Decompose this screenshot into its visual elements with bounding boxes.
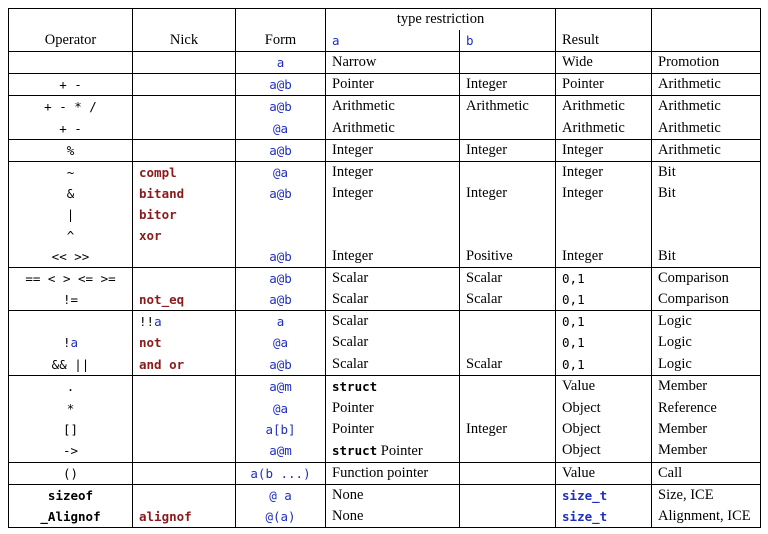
result-cell <box>556 204 652 225</box>
nick-cell: bitor <box>133 204 236 225</box>
type-b-cell: Scalar <box>460 289 556 311</box>
header-promotion <box>652 30 761 52</box>
form-cell: a <box>236 52 326 74</box>
type-a-cell: Arithmetic <box>326 96 460 118</box>
operator-cell <box>9 311 133 333</box>
type-a-cell: Pointer <box>326 419 460 440</box>
header-operator: Operator <box>9 30 133 52</box>
promotion-cell: Call <box>652 462 761 484</box>
header-b: b <box>460 30 556 52</box>
promotion-cell: Arithmetic <box>652 74 761 96</box>
operator-cell: + - * / <box>9 96 133 118</box>
form-cell: a@m <box>236 375 326 398</box>
operator-cell <box>9 52 133 74</box>
table-row <box>9 139 761 161</box>
type-b-cell <box>460 375 556 398</box>
nick-cell <box>133 268 236 290</box>
type-a-cell: Arithmetic <box>326 117 460 139</box>
type-b-cell <box>460 225 556 246</box>
type-a-cell: Scalar <box>326 289 460 311</box>
result-cell: 0,1 <box>556 268 652 290</box>
header-operator-top <box>9 9 133 31</box>
form-cell <box>236 225 326 246</box>
nick-cell <box>133 419 236 440</box>
table-row <box>9 183 761 204</box>
promotion-cell: Bit <box>652 246 761 268</box>
promotion-cell: Comparison <box>652 289 761 311</box>
table-row <box>9 311 761 333</box>
form-cell <box>236 204 326 225</box>
operator-cell: _Alignof <box>9 506 133 528</box>
form-cell: a@b <box>236 246 326 268</box>
operator-cell: | <box>9 204 133 225</box>
promotion-cell: Logic <box>652 311 761 333</box>
type-a-cell: Integer <box>326 161 460 183</box>
promotion-cell <box>652 225 761 246</box>
operator-cell: . <box>9 375 133 398</box>
form-cell: a@b <box>236 96 326 118</box>
form-cell: a@b <box>236 354 326 376</box>
promotion-cell: Member <box>652 419 761 440</box>
result-cell: Integer <box>556 246 652 268</box>
type-a-cell: Integer <box>326 139 460 161</box>
table-row <box>9 440 761 463</box>
table-row <box>9 161 761 183</box>
nick-cell: not_eq <box>133 289 236 311</box>
result-cell: Value <box>556 462 652 484</box>
form-cell: @a <box>236 161 326 183</box>
operator-cell: == < > <= >= <box>9 268 133 290</box>
type-a-cell: Scalar <box>326 311 460 333</box>
operator-cell: ~ <box>9 161 133 183</box>
type-a-cell: None <box>326 506 460 528</box>
type-a-cell <box>326 375 460 398</box>
operator-symbol: ! <box>62 335 71 351</box>
nick-cell: not <box>133 332 236 353</box>
operator-table <box>8 8 761 528</box>
type-b-cell <box>460 462 556 484</box>
promotion-cell: Logic <box>652 354 761 376</box>
operator-cell: () <box>9 462 133 484</box>
type-b-cell <box>460 506 556 528</box>
type-a-cell: Scalar <box>326 332 460 353</box>
nick-cell <box>133 440 236 463</box>
nick-cell <box>133 52 236 74</box>
form-cell: @a <box>236 117 326 139</box>
operator-cell: != <box>9 289 133 311</box>
header-nick: Nick <box>133 30 236 52</box>
result-cell: Arithmetic <box>556 96 652 118</box>
table-row <box>9 225 761 246</box>
promotion-cell: Logic <box>652 332 761 353</box>
type-b-cell <box>460 204 556 225</box>
operator-cell <box>9 332 133 353</box>
table-row <box>9 74 761 96</box>
type-a-cell: Integer <box>326 183 460 204</box>
operator-cell: -> <box>9 440 133 463</box>
type-b-cell: Integer <box>460 183 556 204</box>
promotion-cell: Bit <box>652 183 761 204</box>
table-row <box>9 462 761 484</box>
table-row <box>9 332 761 353</box>
table-row <box>9 354 761 376</box>
type-a-cell <box>326 225 460 246</box>
pointer-text: Pointer <box>377 442 423 459</box>
type-b-cell <box>460 52 556 74</box>
header-nick-top <box>133 9 236 31</box>
type-b-cell <box>460 398 556 419</box>
type-a-cell: Integer <box>326 246 460 268</box>
operator-cell: sizeof <box>9 484 133 506</box>
result-cell: Arithmetic <box>556 117 652 139</box>
promotion-cell: Reference <box>652 398 761 419</box>
table-body <box>9 52 761 528</box>
operator-cell: + - <box>9 74 133 96</box>
table-row <box>9 117 761 139</box>
promotion-cell: Size, ICE <box>652 484 761 506</box>
form-cell: a@b <box>236 268 326 290</box>
type-b-cell <box>460 161 556 183</box>
type-b-cell: Integer <box>460 419 556 440</box>
result-cell: Integer <box>556 161 652 183</box>
promotion-cell: Member <box>652 440 761 463</box>
result-cell: Integer <box>556 139 652 161</box>
type-a-cell: Pointer <box>326 398 460 419</box>
result-cell: Integer <box>556 183 652 204</box>
type-a-cell: Scalar <box>326 354 460 376</box>
result-cell: size_t <box>556 506 652 528</box>
nick-cell <box>133 311 236 333</box>
result-cell: Object <box>556 419 652 440</box>
result-cell: Value <box>556 375 652 398</box>
nick-cell <box>133 96 236 118</box>
table-row <box>9 96 761 118</box>
form-cell: a[b] <box>236 419 326 440</box>
operator-cell: && || <box>9 354 133 376</box>
promotion-cell <box>652 204 761 225</box>
header-result: Result <box>556 30 652 52</box>
result-cell: 0,1 <box>556 289 652 311</box>
promotion-cell: Arithmetic <box>652 96 761 118</box>
promotion-cell: Promotion <box>652 52 761 74</box>
table-row <box>9 204 761 225</box>
type-b-cell <box>460 332 556 353</box>
table-row <box>9 246 761 268</box>
type-b-cell <box>460 117 556 139</box>
type-a-cell: Pointer <box>326 74 460 96</box>
header-form-top <box>236 9 326 31</box>
table-row <box>9 419 761 440</box>
operator-cell: & <box>9 183 133 204</box>
form-cell: a@b <box>236 74 326 96</box>
form-cell: @a <box>236 332 326 353</box>
nick-cell <box>133 398 236 419</box>
result-cell: 0,1 <box>556 332 652 353</box>
result-cell: 0,1 <box>556 354 652 376</box>
nick-symbol: !! <box>139 314 155 330</box>
result-cell: size_t <box>556 484 652 506</box>
struct-keyword: struct <box>332 378 378 394</box>
operator-cell: % <box>9 139 133 161</box>
result-cell: Object <box>556 398 652 419</box>
struct-keyword: struct <box>332 442 378 458</box>
type-a-cell: Narrow <box>326 52 460 74</box>
form-cell: @a <box>236 398 326 419</box>
type-b-cell: Integer <box>460 74 556 96</box>
form-cell: a <box>236 311 326 333</box>
type-b-cell: Arithmetic <box>460 96 556 118</box>
result-cell: Wide <box>556 52 652 74</box>
form-cell: a(b ...) <box>236 462 326 484</box>
nick-cell <box>133 117 236 139</box>
nick-cell <box>133 139 236 161</box>
operator-cell: << >> <box>9 246 133 268</box>
type-b-cell <box>460 311 556 333</box>
nick-operand: a <box>154 314 162 330</box>
form-cell: @ a <box>236 484 326 506</box>
form-cell: a@b <box>236 289 326 311</box>
promotion-cell: Comparison <box>652 268 761 290</box>
nick-cell: bitand <box>133 183 236 204</box>
operator-cell: [] <box>9 419 133 440</box>
result-cell: Pointer <box>556 74 652 96</box>
header-a: a <box>326 30 460 52</box>
type-a-cell: None <box>326 484 460 506</box>
nick-cell: alignof <box>133 506 236 528</box>
form-cell: @(a) <box>236 506 326 528</box>
promotion-cell: Arithmetic <box>652 117 761 139</box>
result-cell: Object <box>556 440 652 463</box>
nick-cell <box>133 246 236 268</box>
header-promotion-top <box>652 9 761 31</box>
nick-cell <box>133 375 236 398</box>
promotion-cell: Arithmetic <box>652 139 761 161</box>
nick-cell <box>133 484 236 506</box>
promotion-cell: Member <box>652 375 761 398</box>
form-cell: a@b <box>236 139 326 161</box>
type-b-cell: Scalar <box>460 354 556 376</box>
result-cell: 0,1 <box>556 311 652 333</box>
type-a-cell: Scalar <box>326 268 460 290</box>
table-row <box>9 268 761 290</box>
operand-a: a <box>70 335 79 351</box>
type-b-cell <box>460 484 556 506</box>
operator-cell: * <box>9 398 133 419</box>
nick-cell: compl <box>133 161 236 183</box>
result-cell <box>556 225 652 246</box>
table-row <box>9 484 761 506</box>
operator-table-container <box>8 8 761 528</box>
operator-cell: + - <box>9 117 133 139</box>
table-row <box>9 398 761 419</box>
type-b-cell: Integer <box>460 139 556 161</box>
header-type-restriction: type restriction <box>326 9 556 31</box>
header-form: Form <box>236 30 326 52</box>
type-b-cell: Scalar <box>460 268 556 290</box>
operator-cell: ^ <box>9 225 133 246</box>
nick-cell <box>133 74 236 96</box>
type-a-cell: Function pointer <box>326 462 460 484</box>
type-a-cell <box>326 440 460 463</box>
nick-cell: and or <box>133 354 236 376</box>
table-row <box>9 289 761 311</box>
table-row <box>9 506 761 528</box>
promotion-cell: Alignment, ICE <box>652 506 761 528</box>
table-row <box>9 375 761 398</box>
table-row <box>9 52 761 74</box>
promotion-cell: Bit <box>652 161 761 183</box>
form-cell: a@m <box>236 440 326 463</box>
form-cell: a@b <box>236 183 326 204</box>
type-b-cell <box>460 440 556 463</box>
header-result-top <box>556 9 652 31</box>
type-b-cell: Positive <box>460 246 556 268</box>
nick-cell: xor <box>133 225 236 246</box>
type-a-cell <box>326 204 460 225</box>
nick-cell <box>133 462 236 484</box>
